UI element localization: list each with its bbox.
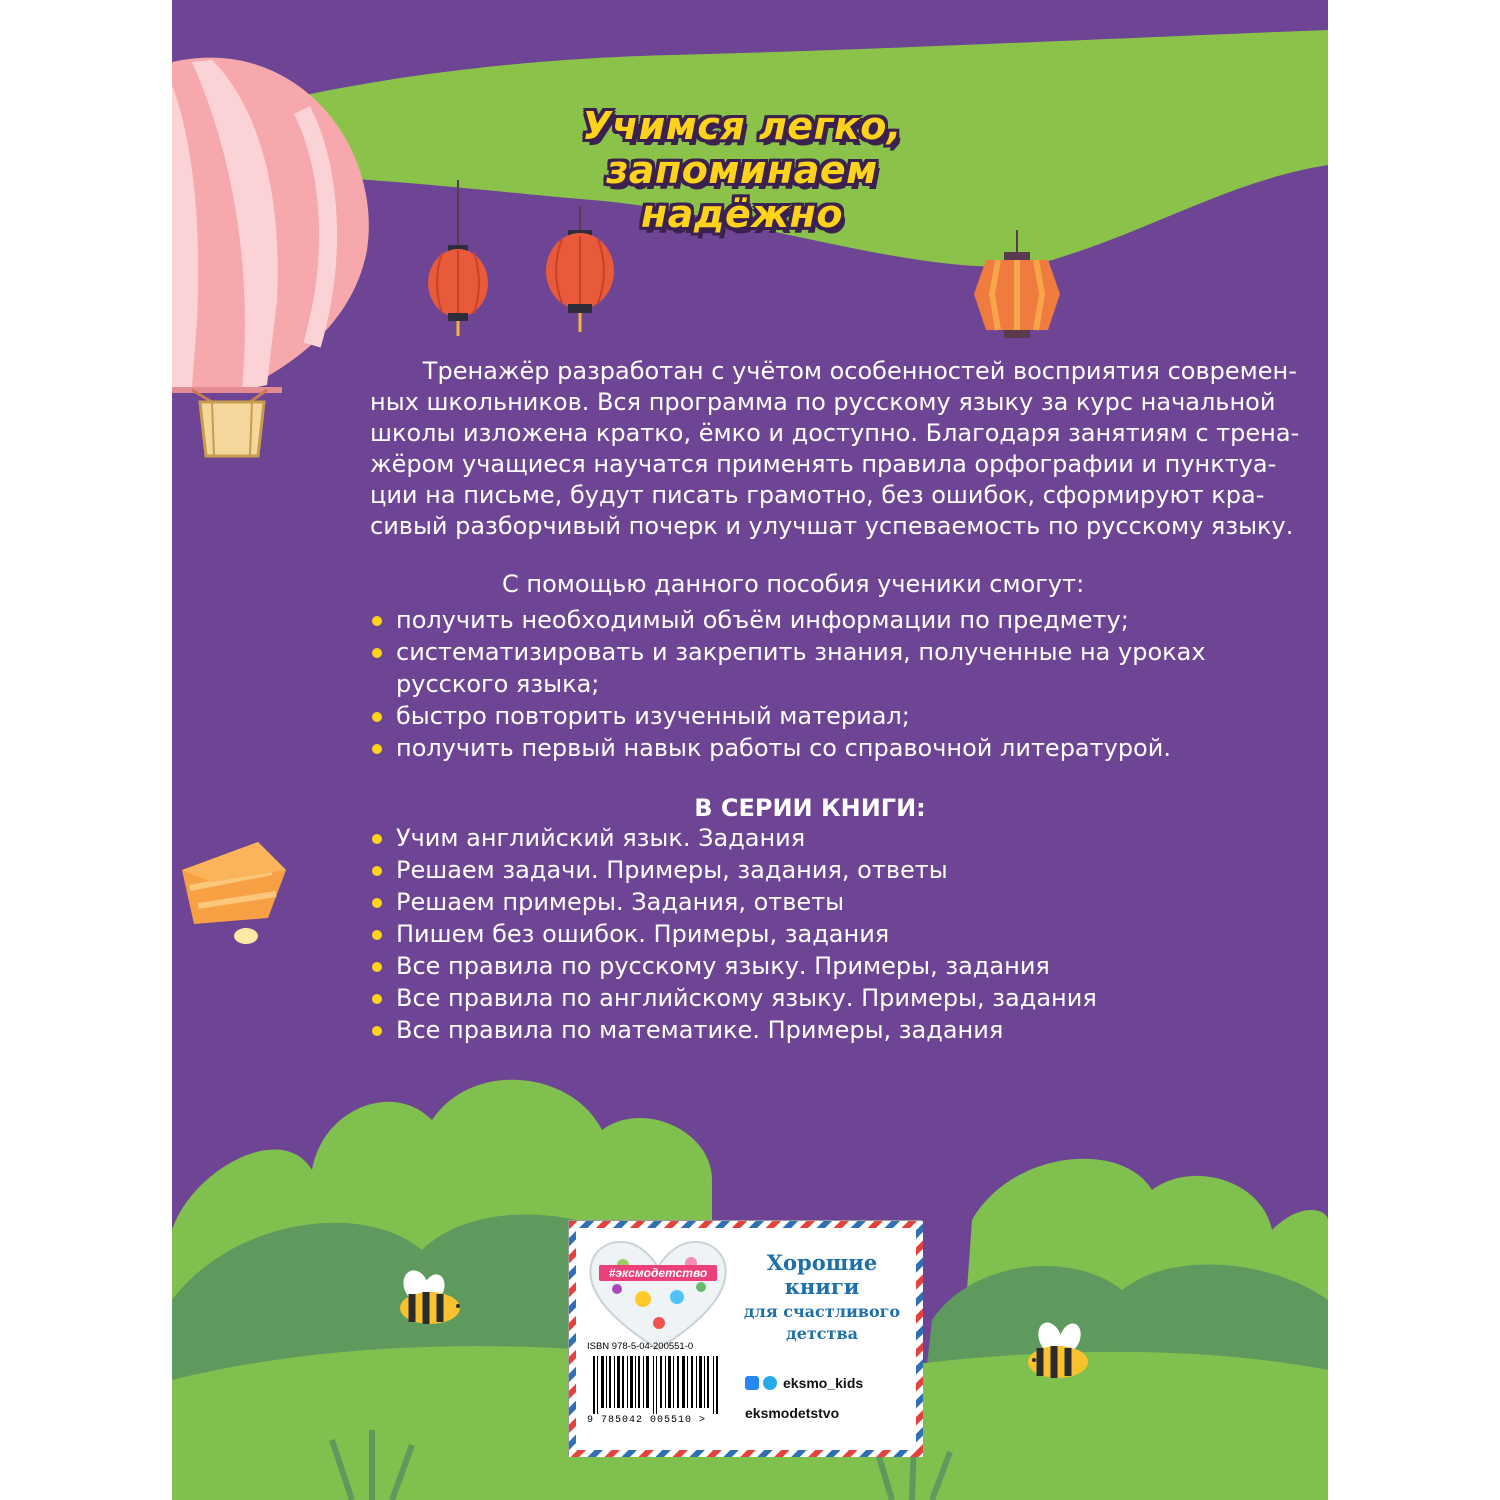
skills-lead bbox=[370, 568, 1250, 600]
list-item: Все правила по математике. Примеры, задания bbox=[370, 1014, 1250, 1046]
social-handle[interactable]: eksmo_kids bbox=[783, 1375, 864, 1391]
intro-line: сивый разборчивый почерк и улучшат успеваемость по русскому языку. bbox=[370, 512, 1294, 540]
intro-paragraph bbox=[370, 356, 1300, 542]
publisher-card bbox=[568, 1220, 922, 1456]
list-item: быстро повторить изученный материал; bbox=[370, 700, 1250, 732]
series-list bbox=[370, 822, 1250, 1046]
heart-logo-icon bbox=[583, 1235, 733, 1355]
list-item: Учим английский язык. Задания bbox=[370, 822, 1250, 854]
intro-line: ции на письме, будут писать грамотно, без ошибок, сформируют кра- bbox=[370, 481, 1265, 509]
list-item: систематизировать и закрепить знания, полученные на уроках русского языка; bbox=[370, 636, 1250, 700]
list-item: получить первый навык работы со справочной литературой. bbox=[370, 732, 1250, 764]
vk-icon[interactable] bbox=[745, 1376, 759, 1390]
skills-lead-text: С помощью данного пособия ученики смогут: bbox=[502, 570, 1085, 598]
intro-line: школы изложена кратко, ёмко и доступно. Благодаря занятиям с трена- bbox=[370, 419, 1300, 447]
slogan-line-1: Хорошие bbox=[766, 1250, 878, 1275]
site-handle[interactable]: eksmodetstvo bbox=[745, 1405, 840, 1421]
barcode-icon bbox=[587, 1354, 737, 1418]
isbn-label: ISBN 978-5-04-200551-0 bbox=[587, 1341, 694, 1352]
lantern-icon bbox=[428, 180, 488, 336]
intro-line: Тренажёр разработан с учётом особенностей восприятия современ- bbox=[422, 357, 1297, 385]
list-item: Все правила по английскому языку. Примеры, задания bbox=[370, 982, 1250, 1014]
heart-tag: #эксмодетство bbox=[608, 1266, 708, 1280]
intro-line: жёром учащиеся научатся применять правила орфографии и пунктуа- bbox=[370, 450, 1277, 478]
skills-list bbox=[370, 604, 1250, 764]
series-title: В СЕРИИ КНИГИ: bbox=[694, 794, 926, 822]
list-item: получить необходимый объём информации по предмету; bbox=[370, 604, 1250, 636]
headline-line-1: Учимся легко, bbox=[582, 104, 902, 148]
list-item: Решаем задачи. Примеры, задания, ответы bbox=[370, 854, 1250, 886]
list-item: Пишем без ошибок. Примеры, задания bbox=[370, 918, 1250, 950]
headline-line-2: запоминаем надёжно bbox=[606, 148, 878, 236]
list-item: Все правила по русскому языку. Примеры, задания bbox=[370, 950, 1250, 982]
barcode-digits: 9 785042 005510 > bbox=[587, 1415, 707, 1426]
list-item: Решаем примеры. Задания, ответы bbox=[370, 886, 1250, 918]
sky-lantern-icon bbox=[182, 842, 286, 944]
intro-line: ных школьников. Вся программа по русскому языку за курс начальной bbox=[370, 388, 1276, 416]
slogan-line-2: книги bbox=[784, 1274, 860, 1299]
telegram-icon[interactable] bbox=[763, 1376, 777, 1390]
slogan-line-3: для счастливого bbox=[743, 1302, 901, 1321]
headline bbox=[502, 104, 982, 236]
slogan-line-4: детства bbox=[786, 1324, 858, 1343]
